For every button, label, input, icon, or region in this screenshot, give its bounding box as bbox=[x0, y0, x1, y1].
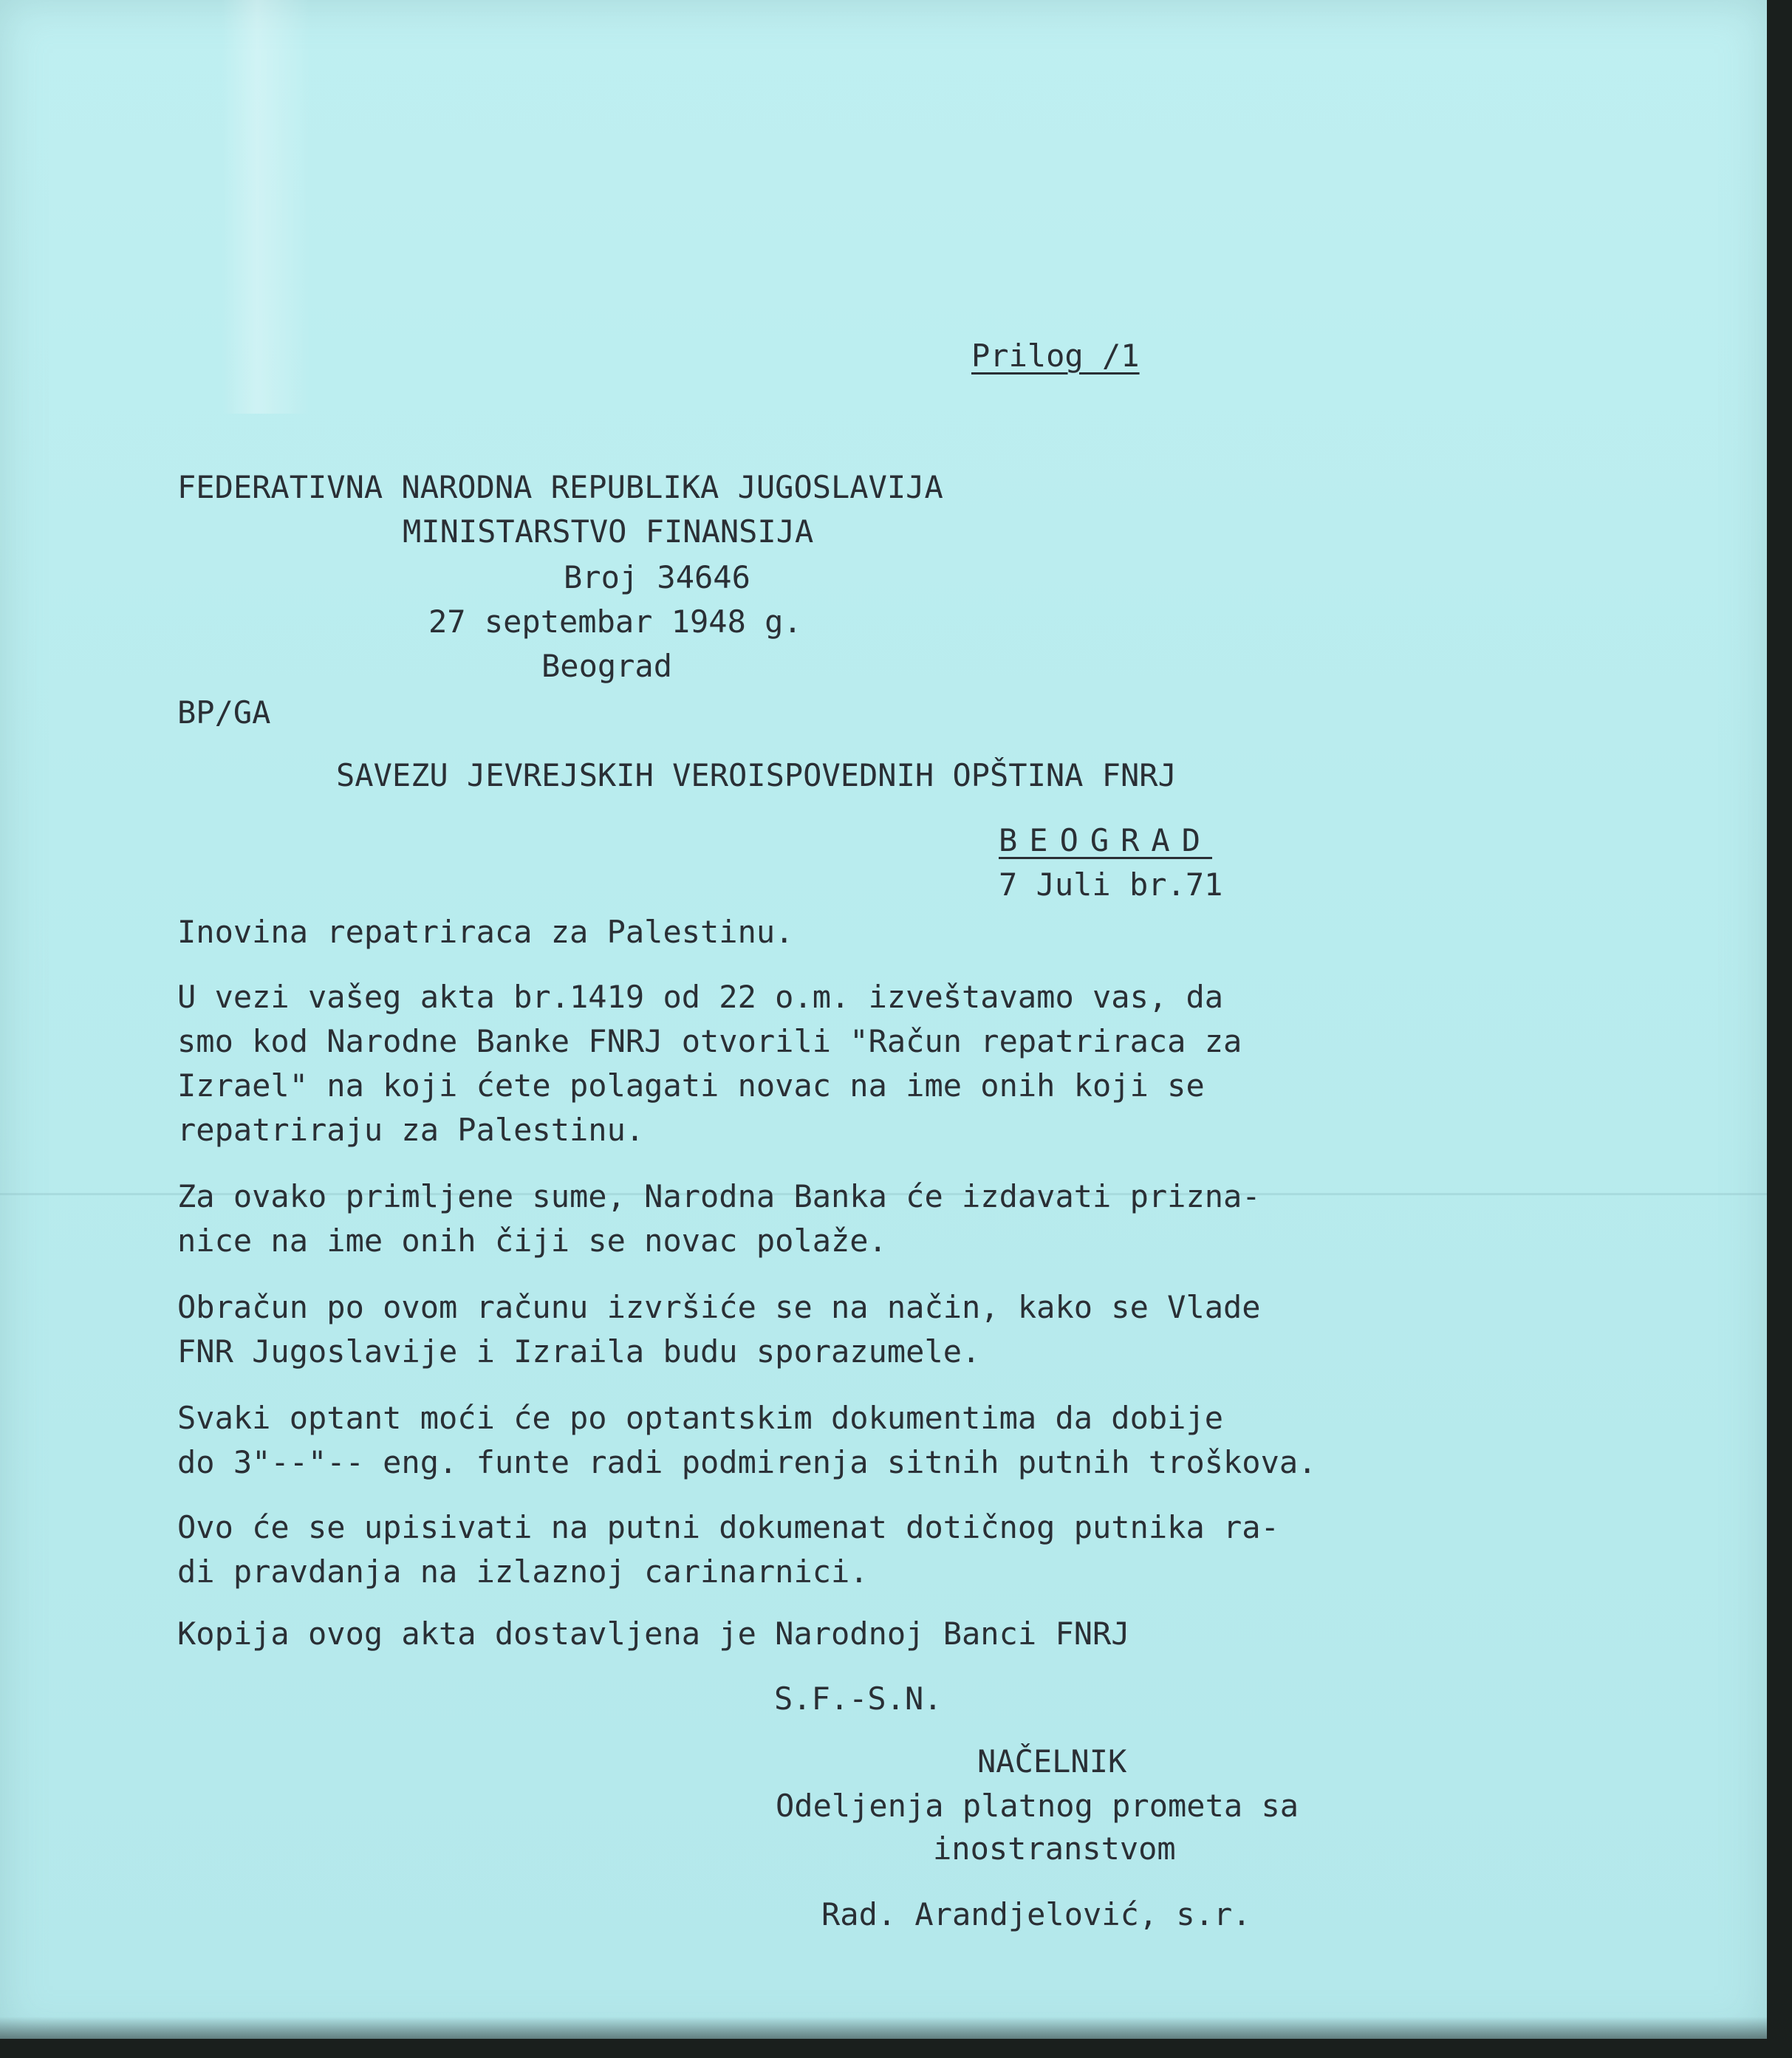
paragraph-5-line-1: Ovo će se upisivati na putni dokumenat dotičnog putnika ra- bbox=[177, 1509, 1279, 1545]
paragraph-3-line-2: FNR Jugoslavije i Izraila budu sporazumele. bbox=[177, 1333, 981, 1370]
annex-label: Prilog /1 bbox=[971, 338, 1140, 374]
paragraph-5-line-2: di pravdanja na izlaznoj carinarnici. bbox=[177, 1553, 869, 1590]
signature-department-2: inostranstvom bbox=[933, 1830, 1176, 1867]
header-number: Broj 34646 bbox=[564, 559, 750, 595]
recipient-name: SAVEZU JEVREJSKIH VEROISPOVEDNIH OPŠTINA FNRJ bbox=[336, 757, 1177, 793]
header-state: FEDERATIVNA NARODNA REPUBLIKA JUGOSLAVIJA bbox=[177, 469, 943, 505]
signature-name: Rad. Arandjelović, s.r. bbox=[821, 1896, 1251, 1932]
header-ministry: MINISTARSTVO FINANSIJA bbox=[403, 513, 814, 550]
paper-crease bbox=[222, 0, 310, 414]
subject-line: Inovina repatriraca za Palestinu. bbox=[177, 914, 794, 950]
paragraph-1-line-2: smo kod Narodne Banke FNRJ otvorili "Račun repatriraca za bbox=[177, 1023, 1242, 1059]
header-city: Beograd bbox=[541, 648, 673, 684]
recipient-city: BEOGRAD bbox=[999, 822, 1213, 858]
paragraph-3-line-1: Obračun po ovom računu izvršiće se na način, kako se Vlade bbox=[177, 1289, 1261, 1325]
paragraph-4-line-1: Svaki optant moći će po optantskim dokumentima da dobije bbox=[177, 1400, 1224, 1436]
paragraph-1-line-4: repatriraju za Palestinu. bbox=[177, 1112, 645, 1148]
recipient-ref: 7 Juli br.71 bbox=[999, 866, 1223, 903]
salutation: S.F.-S.N. bbox=[774, 1681, 943, 1717]
reference-code: BP/GA bbox=[177, 694, 271, 731]
signature-title: NAČELNIK bbox=[977, 1743, 1127, 1780]
paragraph-2-line-2: nice na ime onih čiji se novac polaže. bbox=[177, 1223, 887, 1259]
paragraph-6-line-1: Kopija ovog akta dostavljena je Narodnoj Banci FNRJ bbox=[177, 1616, 1130, 1652]
signature-department-1: Odeljenja platnog prometa sa bbox=[776, 1788, 1299, 1824]
paragraph-1-line-1: U vezi vašeg akta br.1419 od 22 o.m. izveštavamo vas, da bbox=[177, 979, 1224, 1015]
paragraph-4-line-2: do 3"--"-- eng. funte radi podmirenja sitnih putnih troškova. bbox=[177, 1444, 1317, 1480]
torn-edge bbox=[0, 2017, 1767, 2039]
paragraph-2-line-1: Za ovako primljene sume, Narodna Banka će izdavati prizna- bbox=[177, 1178, 1261, 1214]
header-date: 27 septembar 1948 g. bbox=[428, 604, 802, 640]
paragraph-1-line-3: Izrael" na koji ćete polagati novac na ime onih koji se bbox=[177, 1067, 1205, 1104]
